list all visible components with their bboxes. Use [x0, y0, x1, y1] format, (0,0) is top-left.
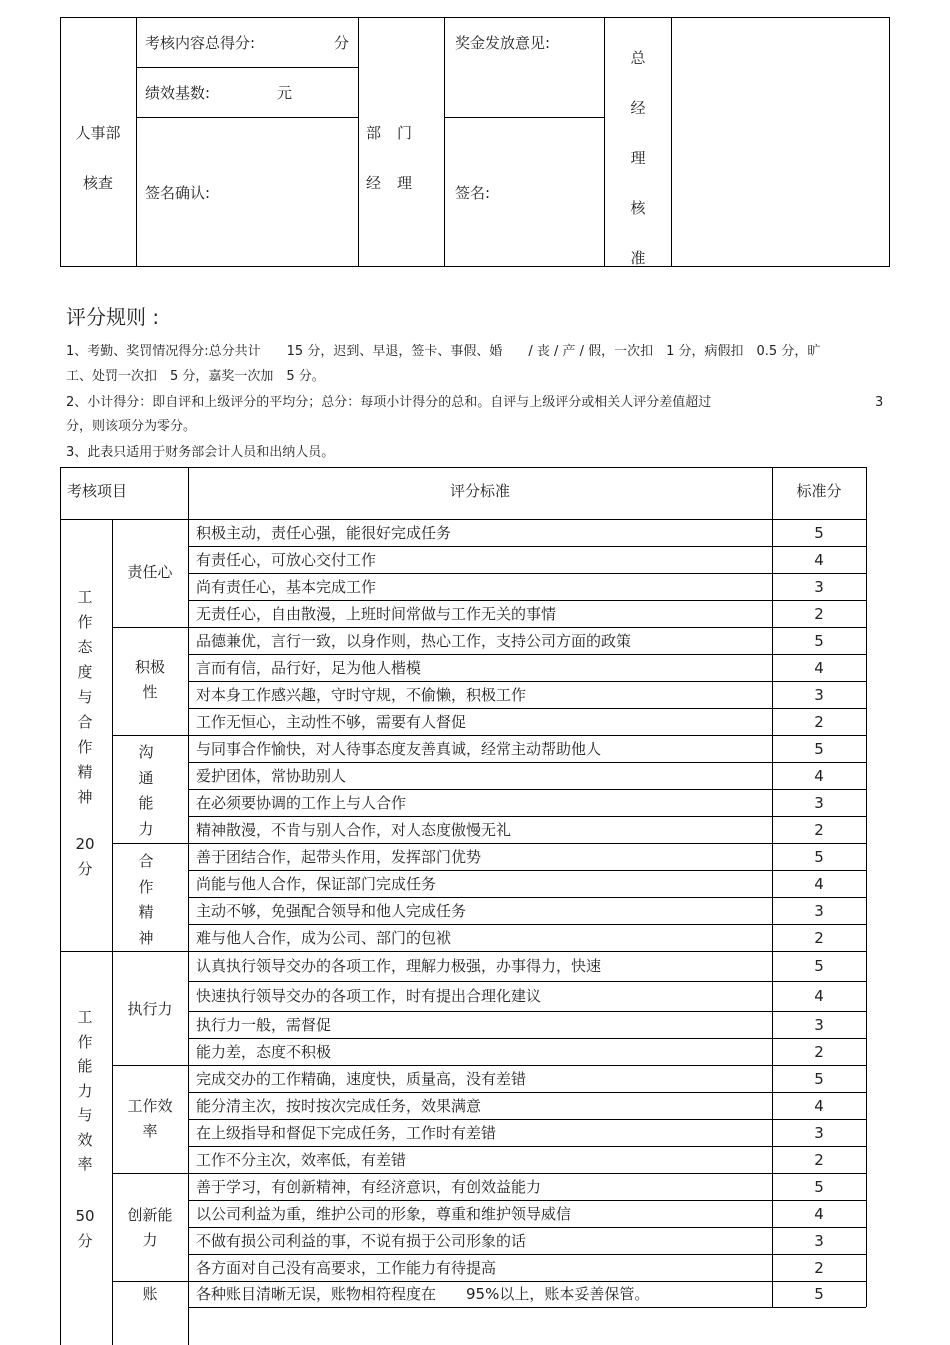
score-cell: 5	[814, 739, 824, 758]
header-score: 标准分	[796, 482, 842, 500]
table-grid-line	[188, 600, 866, 601]
table-grid-line	[188, 627, 866, 628]
table-grid-line	[188, 1011, 866, 1012]
sub-cooperation-char: 合	[138, 852, 154, 870]
criteria-cell: 不做有损公司利益的事，不说有损于公司形象的话	[196, 1231, 527, 1250]
sub-initiative: 积极	[134, 658, 165, 676]
criteria-cell: 完成交办的工作精确，速度快，质量高，没有差错	[196, 1069, 527, 1088]
criteria-cell: 工作无恒心，主动性不够，需要有人督促	[196, 712, 467, 731]
group-ability-label-char: 与	[77, 1106, 93, 1124]
score-cell: 5	[814, 957, 824, 975]
criteria-cell: 主动不够，免强配合领导和他人完成任务	[196, 901, 467, 920]
criteria-cell: 以公司利益为重，维护公司的形象，尊重和维护领导威信	[196, 1204, 572, 1223]
group-ability-label-char: 工	[77, 1008, 93, 1026]
criteria-cell: 执行力一般，需督促	[196, 1015, 332, 1034]
sub-cooperation-char: 作	[138, 877, 154, 896]
sub-efficiency: 工作效	[127, 1097, 173, 1115]
hr-check-label	[64, 108, 132, 208]
approval-table	[60, 17, 890, 267]
table-grid-line	[188, 654, 866, 655]
rule-2-line-2: 分，则该项分为零分。	[66, 419, 197, 434]
group-ability-unit: 分	[77, 1232, 93, 1250]
table-grid-line	[188, 1146, 866, 1147]
group-attitude-label-char: 合	[77, 713, 93, 731]
gm-approval-label	[626, 33, 650, 283]
group-attitude-points: 20	[75, 835, 95, 853]
group-attitude-unit: 分	[77, 860, 93, 878]
sub-communication-char: 通	[138, 768, 154, 787]
sign-confirm-label: 签名确认:	[145, 184, 211, 202]
rule-1-line-2: 工、处罚一次扣 5 分，嘉奖一次加 5 分。	[66, 369, 325, 384]
criteria-cell: 有责任心，可放心交付工作	[196, 550, 377, 569]
criteria-cell: 在上级指导和督促下完成任务，工作时有差错	[196, 1123, 497, 1142]
criteria-cell: 各种账目清晰无误，账物相符程度在 95%以上，账本妥善保管。	[196, 1285, 650, 1303]
score-cell: 4	[814, 1096, 824, 1115]
score-cell: 4	[814, 766, 824, 785]
currency-unit: 元	[277, 84, 293, 102]
criteria-cell: 与同事合作愉快，对人待事态度友善真诚，经常主动帮助他人	[196, 739, 602, 758]
group-attitude-label-char: 态	[77, 638, 93, 656]
table-grid-line	[188, 1307, 866, 1308]
total-score-label: 考核内容总得分:	[145, 34, 256, 52]
score-cell: 5	[814, 1069, 824, 1088]
group-ability-label-char: 率	[77, 1155, 93, 1173]
sub-communication-char: 能	[138, 794, 154, 812]
table-grid-line	[188, 762, 866, 763]
score-cell: 2	[814, 1150, 824, 1169]
table-grid-line	[60, 467, 61, 1345]
criteria-cell: 能力差，态度不积极	[196, 1042, 332, 1061]
group-ability-label-char: 能	[77, 1057, 93, 1075]
score-cell: 2	[814, 928, 824, 947]
rule-3: 3、此表只适用于财务部会计人员和出纳人员。	[66, 445, 335, 460]
rules-title: 评分规则 :	[66, 305, 160, 329]
group-ability-label-char: 作	[77, 1032, 93, 1051]
table-grid-line	[188, 1227, 866, 1228]
score-cell: 4	[814, 987, 824, 1005]
sub-responsibility: 责任心	[127, 563, 173, 581]
table-grid-line	[188, 1092, 866, 1093]
group-attitude-label-char: 与	[77, 688, 93, 706]
group-attitude-label-char: 作	[77, 613, 93, 631]
table-grid-line	[188, 1065, 866, 1066]
group-attitude-label	[66, 585, 104, 810]
criteria-cell: 无责任心，自由散漫，上班时间常做与工作无关的事情	[196, 604, 557, 623]
sign-label: 签名:	[455, 184, 491, 202]
table-grid-line	[188, 573, 866, 574]
score-cell: 2	[814, 1042, 824, 1061]
score-cell: 5	[814, 1177, 824, 1196]
table-grid-line	[188, 1281, 866, 1282]
sub-communication	[108, 740, 184, 842]
criteria-cell: 工作不分主次，效率低，有差错	[196, 1150, 407, 1169]
table-grid-line	[188, 1173, 866, 1174]
criteria-cell: 在必须要协调的工作上与人合作	[196, 793, 407, 812]
score-cell: 2	[814, 820, 824, 839]
score-unit: 分	[334, 34, 350, 52]
criteria-cell: 快速执行领导交办的各项工作，时有提出合理化建议	[196, 987, 542, 1005]
header-item: 考核项目	[67, 482, 128, 500]
rule-2-value: 3	[875, 395, 884, 410]
score-cell: 2	[814, 1258, 824, 1277]
criteria-cell: 善于学习，有创新精神，有经济意识，有创效益能力	[196, 1177, 542, 1196]
table-grid-line	[188, 735, 866, 736]
group-attitude-label-char: 工	[77, 588, 93, 606]
criteria-cell: 各方面对自己没有高要求，工作能力有待提高	[196, 1258, 497, 1277]
criteria-cell: 尚能与他人合作，保证部门完成任务	[196, 874, 437, 893]
sub-cooperation	[108, 849, 184, 951]
score-cell: 4	[814, 874, 824, 893]
table-grid-line	[188, 519, 866, 520]
rule-2-line-1: 2、小计得分：即自评和上级评分的平均分；总分：每项小计得分的总和。自评与上级评分或相关人评分差值超过	[66, 395, 712, 410]
score-cell: 5	[814, 631, 824, 650]
score-cell: 5	[814, 847, 824, 866]
score-cell: 3	[814, 685, 824, 704]
table-grid-line	[60, 467, 866, 468]
criteria-cell: 对本身工作感兴趣，守时守规，不偷懒，积极工作	[196, 685, 527, 704]
criteria-cell: 积极主动，责任心强，能很好完成任务	[196, 523, 452, 542]
table-grid-line	[188, 1200, 866, 1201]
sub-execution: 执行力	[127, 1000, 173, 1018]
header-criteria: 评分标准	[449, 482, 510, 500]
group-ability-points: 50	[75, 1207, 95, 1225]
criteria-cell: 能分清主次，按时按次完成任务，效果满意	[196, 1096, 482, 1115]
table-grid-line	[188, 1119, 866, 1120]
score-cell: 4	[814, 1204, 824, 1223]
score-cell: 5	[814, 1285, 824, 1303]
sub-communication-char: 沟	[138, 743, 154, 761]
score-cell: 3	[814, 1015, 824, 1034]
rule-1-line-1: 1、考勤、奖罚情况得分:总分共计 15 分，迟到、早退，签卡、事假、婚 / 丧 / 产 / 假，一次扣 1 分，病假扣 0.5 分，旷	[66, 344, 821, 359]
score-cell: 4	[814, 658, 824, 677]
table-grid-line	[188, 681, 866, 682]
table-grid-line	[188, 789, 866, 790]
score-cell: 3	[814, 1231, 824, 1250]
score-cell: 2	[814, 604, 824, 623]
sub-efficiency: 率	[142, 1122, 158, 1140]
group-attitude-label-char: 作	[77, 738, 93, 756]
score-cell: 3	[814, 901, 824, 920]
group-ability-label	[66, 1005, 104, 1177]
sub-communication-char: 力	[138, 819, 154, 838]
sub-cooperation-char: 神	[138, 928, 154, 947]
score-cell: 3	[814, 793, 824, 812]
group-attitude-label-char: 神	[77, 788, 93, 806]
dept-manager-text: 部门经理	[366, 124, 429, 192]
gm-approval-text: 总经理核准	[630, 49, 646, 267]
bonus-opinion-label: 奖金发放意见:	[455, 34, 551, 52]
table-grid-line	[188, 951, 866, 952]
dept-manager-label	[366, 108, 440, 208]
score-cell: 2	[814, 712, 824, 731]
sub-innovation: 力	[142, 1231, 158, 1249]
criteria-cell: 认真执行领导交办的各项工作，理解力极强，办事得力，快速	[196, 957, 602, 975]
criteria-cell: 精神散漫，不肯与别人合作，对人态度傲慢无礼	[196, 820, 512, 839]
criteria-cell: 难与他人合作，成为公司、部门的包袱	[196, 928, 452, 947]
table-grid-line	[188, 981, 866, 982]
sub-accounts: 账	[142, 1285, 158, 1303]
score-cell: 3	[814, 1123, 824, 1142]
sub-innovation: 创新能	[127, 1206, 173, 1224]
criteria-cell: 尚有责任心，基本完成工作	[196, 577, 377, 596]
table-grid-line	[188, 924, 866, 925]
table-grid-line	[188, 708, 866, 709]
sub-cooperation-char: 精	[138, 903, 154, 921]
perf-base-label: 绩效基数:	[145, 84, 211, 102]
criteria-cell: 爱护团体，常协助别人	[196, 766, 347, 785]
table-grid-line	[188, 467, 189, 1345]
table-grid-line	[188, 870, 866, 871]
table-grid-line	[188, 843, 866, 844]
score-cell: 3	[814, 577, 824, 596]
table-grid-line	[188, 897, 866, 898]
group-ability-label-char: 效	[77, 1130, 93, 1149]
table-grid-line	[188, 1038, 866, 1039]
score-cell: 5	[814, 523, 824, 542]
criteria-cell: 善于团结合作，起带头作用，发挥部门优势	[196, 847, 482, 866]
group-ability-label-char: 力	[77, 1081, 93, 1100]
score-cell: 4	[814, 550, 824, 569]
sub-initiative: 性	[142, 683, 158, 701]
group-attitude-label-char: 精	[77, 763, 93, 781]
table-grid-line	[188, 546, 866, 547]
hr-check-text: 人事部核查	[75, 124, 121, 192]
table-grid-line	[188, 816, 866, 817]
table-grid-line	[188, 1254, 866, 1255]
table-grid-line	[866, 467, 867, 1307]
criteria-cell: 言而有信，品行好，足为他人楷模	[196, 658, 422, 677]
group-attitude-label-char: 度	[77, 663, 93, 681]
criteria-cell: 品德兼优，言行一致，以身作则，热心工作，支持公司方面的政策	[196, 631, 632, 650]
